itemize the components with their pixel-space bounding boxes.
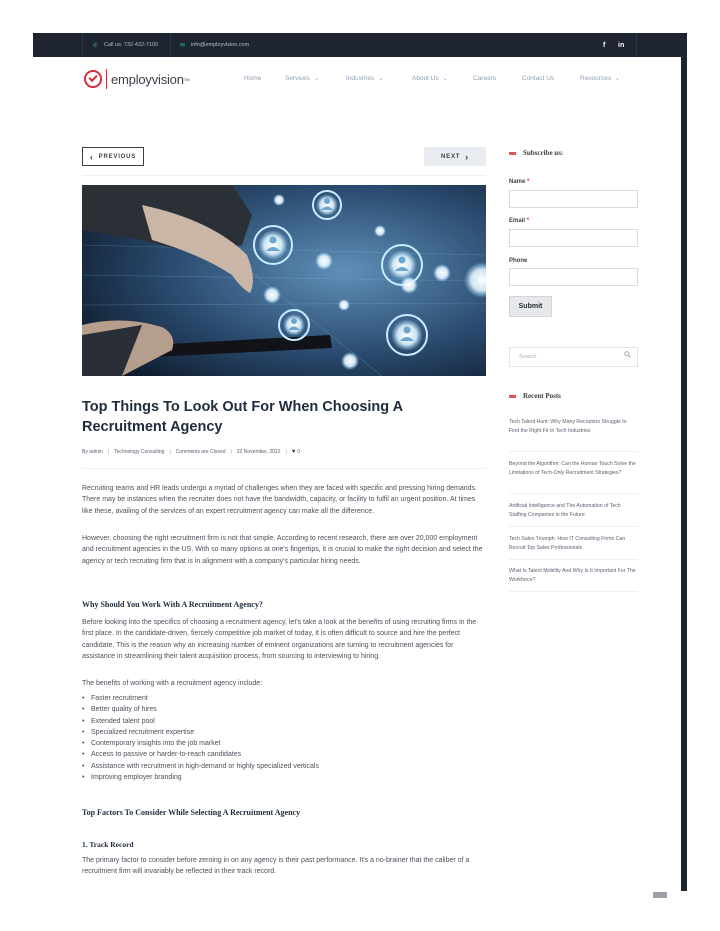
meta-separator: | <box>169 449 171 455</box>
meta-author[interactable]: By admin <box>82 449 103 455</box>
previous-label: PREVIOUS <box>98 153 137 160</box>
subheading-track-record: 1. Track Record <box>82 840 134 849</box>
chevron-down-icon: ⌄ <box>442 75 448 82</box>
logo-check-icon <box>84 70 102 88</box>
nav-services[interactable] <box>285 71 319 85</box>
top-contact-bar <box>33 33 687 57</box>
recent-post-link[interactable]: What Is Talent Mobility And Why Is It Important For The Workforce? <box>509 568 636 583</box>
subscribe-heading <box>509 148 563 158</box>
divider <box>509 526 638 527</box>
recent-posts-title: Recent Posts <box>523 392 561 400</box>
nav-about-us[interactable] <box>412 71 448 85</box>
scroll-to-top-button[interactable] <box>653 892 667 898</box>
list-item: • Better quality of hires <box>82 704 486 715</box>
heading-accent <box>509 395 516 398</box>
nav-contact-us[interactable] <box>522 71 554 85</box>
previous-post-button[interactable] <box>82 147 144 166</box>
phone-label: Phone <box>509 258 528 264</box>
divider <box>509 451 638 452</box>
recent-post-link[interactable]: Tech Sales Triumph: How IT Consulting Firms Can Recruit Top Sales Professionals <box>509 536 626 551</box>
benefit-text: Extended talent pool <box>91 717 155 725</box>
list-item: • Assistance with recruitment in high-demand or highly specialized verticals <box>82 761 486 772</box>
nav-resources[interactable] <box>580 71 620 85</box>
heading-accent <box>509 152 516 155</box>
section-heading-why: Why Should You Work With A Recruitment Agency? <box>82 600 263 609</box>
site-header <box>33 57 687 101</box>
meta-likes: 0 <box>297 449 301 455</box>
nav-home-label: Home <box>244 74 262 82</box>
nav-careers-label: Careers <box>473 74 497 82</box>
chevron-down-icon: ⌄ <box>615 75 621 82</box>
benefit-text: Assistance with recruitment in high-demand or highly specialized verticals <box>91 762 319 770</box>
benefit-text: Access to passive or harder-to-reach candidates <box>91 751 242 759</box>
heart-icon[interactable]: ♥ <box>291 449 296 455</box>
list-item: • Specialized recruitment expertise <box>82 727 486 738</box>
intro-paragraph: Recruiting teams and HR leads undergo a myriad of challenges when they are faced with specific and pressing hiring demands. There may be instances when the recruiter does not have the bandwidth, capacity, or facility to fulfil an urgent position. At times like these, availing of the services of an expert recruitment agency can make all the difference. <box>82 485 477 515</box>
meta-category[interactable]: Technology Consulting <box>114 449 165 455</box>
next-label: NEXT <box>441 153 461 160</box>
nav-contact-us-label: Contact Us <box>522 74 555 82</box>
meta-separator: | <box>107 449 110 455</box>
nav-home[interactable] <box>244 71 261 85</box>
divider <box>82 468 486 469</box>
recent-posts-heading <box>509 391 561 401</box>
benefit-text: Contemporary insights into the job market <box>91 740 221 748</box>
chevron-down-icon: ⌄ <box>313 75 319 82</box>
meta-separator: | <box>230 449 232 455</box>
divider <box>509 493 638 494</box>
divider <box>509 591 638 592</box>
phone-icon: ✆ <box>93 42 99 49</box>
email-text: info@employvision.com <box>191 42 250 48</box>
employvision-logo[interactable] <box>84 67 190 91</box>
logo-trademark: TM <box>183 76 190 82</box>
list-item: • Contemporary insights into the job market <box>82 738 486 749</box>
chevron-down-icon: ⌄ <box>378 75 384 82</box>
search-placeholder: Search <box>519 354 537 360</box>
divider <box>82 175 486 176</box>
email-label-text: Email <box>509 218 526 224</box>
nav-resources-label: Resources <box>580 74 612 82</box>
meta-separator: | <box>285 449 287 455</box>
benefit-text: Improving employer branding <box>91 774 182 782</box>
meta-comments: Comments are Closed <box>175 449 226 455</box>
divider <box>509 559 638 560</box>
topbar-divider <box>170 33 171 57</box>
benefits-intro: The benefits of working with a recruitment agency include: <box>82 680 263 687</box>
browser-page <box>33 33 687 891</box>
facebook-icon[interactable]: f <box>603 41 606 49</box>
window-edge-bar <box>681 33 687 891</box>
why-paragraph: Before looking into the specifics of choosing a recruitment agency, let's take a look at the benefits of using recruiting firms in the first place. In the candidate-driven, fiercely competitive job market of today, it is often difficult to source and hire the perfect candidate. This is the reason why an increasing number of eminent organizations are turning to recruitment agencies for assistance in streamlining their talent acquisition process, from sourcing to interviewing to hiring. <box>82 619 477 660</box>
phone-field[interactable] <box>509 268 638 286</box>
envelope-icon: ✉ <box>180 42 186 49</box>
featured-image <box>82 185 486 376</box>
recent-post-link[interactable]: Beyond the Algorithm: Can the Human Touch Solve the Limitations of Tech-Only Recruitment Strategies? <box>509 461 636 476</box>
list-item: • Extended talent pool <box>82 716 486 727</box>
email-field[interactable] <box>509 229 638 247</box>
nav-services-label: Services <box>285 74 310 82</box>
name-label-text: Name <box>509 179 526 185</box>
subscribe-title: Subscribe us: <box>523 149 564 157</box>
article-meta <box>82 449 486 455</box>
list-item: • Faster recruitment <box>82 693 486 704</box>
linkedin-icon[interactable]: in <box>618 41 625 49</box>
required-mark: * <box>526 218 530 224</box>
benefit-text: Better quality of hires <box>91 706 157 714</box>
nav-about-us-label: About Us <box>412 74 439 82</box>
section-heading-factors: Top Factors To Consider While Selecting A Recruitment Agency <box>82 808 301 817</box>
phone-text: Call us: 732-422-7100 <box>104 42 159 48</box>
chevron-right-icon: › <box>465 151 469 162</box>
track-record-paragraph: The primary factor to consider before zeroing in on any agency is their past performance. It's a no-brainer that the caliber of a recruitment firm will invariably be reflected in their track record. <box>82 857 470 876</box>
phone-link[interactable] <box>93 33 158 57</box>
benefit-text: Specialized recruitment expertise <box>91 728 195 736</box>
chevron-left-icon: ‹ <box>89 151 94 162</box>
search-icon[interactable] <box>624 351 631 358</box>
logo-divider <box>106 69 107 89</box>
meta-date: 22 November, 2022 <box>236 449 281 455</box>
nav-industries-label: Industries <box>346 74 375 82</box>
submit-button[interactable]: Submit <box>509 296 552 317</box>
nav-industries[interactable] <box>346 71 383 85</box>
network-hand-illustration <box>82 185 486 376</box>
next-post-button[interactable] <box>424 147 486 166</box>
top-contact-bar-inner <box>82 33 637 57</box>
email-label <box>509 218 529 224</box>
search-input[interactable] <box>509 347 638 367</box>
required-mark: * <box>527 179 530 185</box>
benefit-text: Faster recruitment <box>91 695 148 702</box>
article-title: Top Things To Look Out For When Choosing A Recruitment Agency <box>82 399 403 435</box>
list-item: • Improving employer branding <box>82 772 486 783</box>
nav-careers[interactable] <box>473 71 496 85</box>
intro-paragraph-2: However, choosing the right recruitment firm is not that simple. According to recent research, there are over 20,000 employment and recruitment agencies in the US. With so many options at one's fingertips, it is crucial to make the right decision and select the agency or tech recruiting firm that is in alignment with a company's particular hiring needs. <box>82 535 483 565</box>
email-link[interactable] <box>180 33 249 57</box>
benefits-list <box>82 693 486 783</box>
recent-post-link[interactable]: Tech Talent Hunt: Why Many Recruiters Struggle to Find the Right Fit In Tech Industries <box>509 419 627 434</box>
logo-text: employvision <box>111 71 184 87</box>
name-label <box>509 179 529 185</box>
name-field[interactable] <box>509 190 638 208</box>
recent-post-link[interactable]: Artificial Intelligence and The Automation of Tech Staffing Companies in the Future <box>509 503 621 518</box>
list-item: • Access to passive or harder-to-reach candidates <box>82 749 486 760</box>
